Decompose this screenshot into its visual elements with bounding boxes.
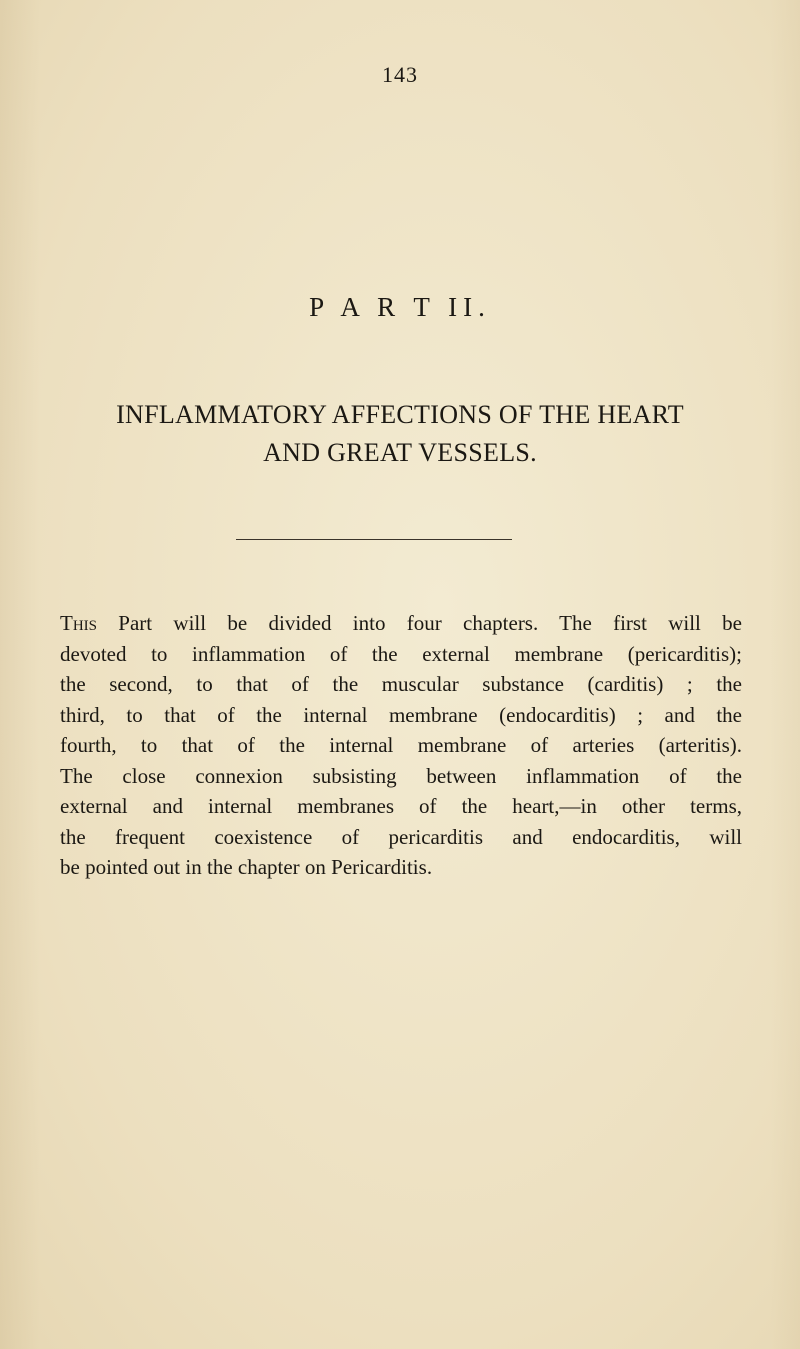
paragraph-line-5: fourth, to that of the internal membrane of arteries (arteritis).	[60, 733, 742, 757]
section-heading-line-1: INFLAMMATORY AFFECTIONS OF THE HEART	[116, 400, 684, 429]
paragraph-line-1-text: Part will be divided into four chapters. The first will be	[97, 611, 742, 635]
paragraph-line-9: be pointed out in the chapter on Pericarditis.	[60, 855, 433, 879]
paragraph-line-3: the second, to that of the muscular substance (carditis) ; the	[60, 672, 742, 696]
section-heading-line-2: AND GREAT VESSELS.	[263, 438, 537, 467]
paragraph-line-8: the frequent coexistence of pericarditis and endocarditis, will	[60, 824, 742, 849]
section-heading	[0, 396, 800, 472]
paragraph-line-6: The close connexion subsisting between inflammation of the	[60, 763, 742, 788]
lead-word: This	[60, 611, 97, 635]
part-title: P A R T II.	[309, 292, 491, 322]
body-paragraph	[60, 608, 742, 883]
paragraph-line-1	[60, 608, 742, 639]
horizontal-rule	[236, 539, 512, 540]
paragraph-line-2: devoted to inflammation of the external membrane (pericarditis);	[60, 641, 742, 666]
paragraph-line-7: external and internal membranes of the heart,—in other terms,	[60, 794, 742, 818]
page-number: 143	[382, 62, 418, 87]
paragraph-line-4: third, to that of the internal membrane (endocarditis) ; and the	[60, 702, 742, 727]
